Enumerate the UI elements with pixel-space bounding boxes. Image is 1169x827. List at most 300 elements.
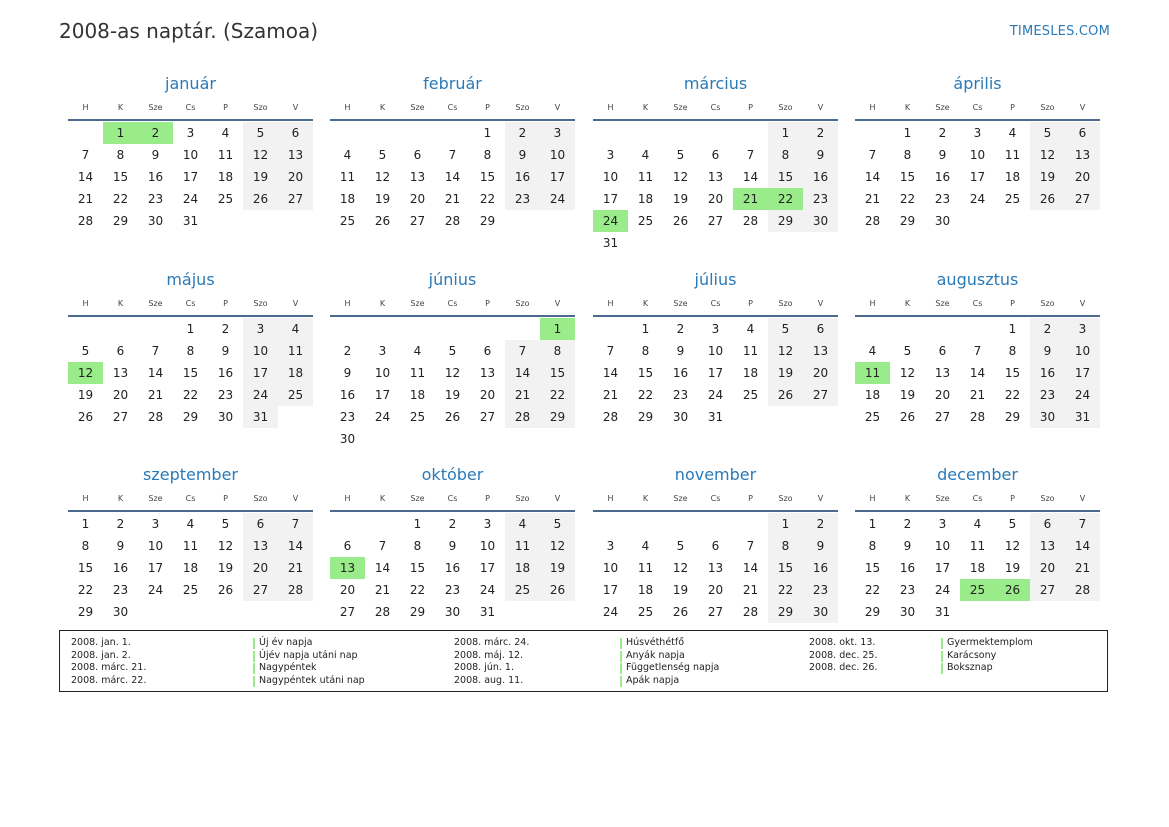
day-cell: 7 [505, 340, 540, 362]
day-cell: 12 [899, 366, 916, 380]
weekday-label: P [748, 494, 753, 503]
day-cell: 12 [1004, 539, 1021, 553]
day-cell: 11 [742, 344, 759, 358]
day-cell: 11 [217, 148, 234, 162]
day-cell: 26 [444, 410, 461, 424]
holiday-day-cell: 21 [733, 188, 768, 210]
legend-holiday-name: Apák napja [620, 675, 679, 686]
day-cell: 13 [479, 366, 496, 380]
day-cell: 29 [540, 406, 575, 428]
weekday-label: P [223, 299, 228, 308]
weekday-label: K [379, 494, 386, 503]
weekday-label: P [1010, 103, 1015, 112]
day-cell: 1 [483, 126, 492, 140]
day-cell: 10 [374, 366, 391, 380]
day-cell: 22 [540, 384, 575, 406]
day-cell: 13 [707, 561, 724, 575]
day-cell: 2 [676, 322, 685, 336]
day-cell: 29 [112, 214, 129, 228]
day-cell: 7 [151, 344, 160, 358]
holiday-legend [59, 630, 1108, 692]
day-cell: 22 [899, 192, 916, 206]
day-cell: 4 [505, 513, 540, 535]
weekday-label: P [748, 299, 753, 308]
day-cell: 8 [768, 144, 803, 166]
day-cell: 27 [1065, 188, 1100, 210]
weekday-label: Sze [410, 494, 425, 503]
day-cell: 1 [903, 126, 912, 140]
day-cell: 3 [938, 517, 947, 531]
legend-marker [253, 676, 255, 687]
day-cell: 22 [637, 388, 654, 402]
weekday-header [330, 299, 575, 313]
weekday-label: Sze [935, 494, 950, 503]
day-cell: 25 [1004, 192, 1021, 206]
day-cell: 19 [768, 362, 803, 384]
day-cell: 16 [112, 561, 129, 575]
weekday-label: Cs [447, 494, 458, 503]
day-cell: 14 [742, 561, 759, 575]
day-cell: 9 [448, 539, 457, 553]
day-cell: 6 [1065, 122, 1100, 144]
day-cell: 27 [934, 410, 951, 424]
day-cell: 28 [444, 214, 461, 228]
month-name: június [428, 270, 477, 289]
day-cell: 8 [641, 344, 650, 358]
weekday-header [68, 299, 313, 313]
day-cell: 8 [1008, 344, 1017, 358]
day-cell: 30 [803, 210, 838, 232]
day-cell: 5 [768, 318, 803, 340]
day-cell: 3 [151, 517, 160, 531]
legend-marker [941, 651, 943, 662]
day-cell: 19 [374, 192, 391, 206]
day-cell: 6 [803, 318, 838, 340]
day-cell: 27 [409, 214, 426, 228]
day-cell: 3 [1065, 318, 1100, 340]
day-cell: 15 [899, 170, 916, 184]
holiday-day-cell: 11 [855, 362, 890, 384]
day-cell: 3 [243, 318, 278, 340]
month-divider [68, 315, 313, 317]
day-cell: 6 [278, 122, 313, 144]
weekday-label: Szo [253, 103, 268, 112]
weekday-label: Szo [1040, 103, 1055, 112]
day-cell: 27 [479, 410, 496, 424]
day-cell: 17 [602, 192, 619, 206]
month-divider [593, 315, 838, 317]
weekday-label: Szo [1040, 299, 1055, 308]
day-cell: 24 [969, 192, 986, 206]
day-cell: 19 [672, 583, 689, 597]
day-cell: 20 [1030, 557, 1065, 579]
day-cell: 20 [707, 192, 724, 206]
day-cell: 31 [934, 605, 951, 619]
day-cell: 17 [969, 170, 986, 184]
legend-date: 2008. jan. 2. [71, 649, 131, 661]
day-cell: 2 [116, 517, 125, 531]
day-cell: 13 [707, 170, 724, 184]
day-cell: 19 [77, 388, 94, 402]
month-divider [593, 119, 838, 121]
day-cell: 18 [742, 366, 759, 380]
day-cell: 30 [803, 601, 838, 623]
legend-marker [620, 651, 622, 662]
weekday-header [330, 494, 575, 508]
day-cell: 1 [1008, 322, 1017, 336]
day-cell: 21 [602, 388, 619, 402]
day-cell: 24 [934, 583, 951, 597]
weekday-label: H [344, 299, 351, 308]
weekday-label: V [292, 103, 299, 112]
day-cell: 28 [147, 410, 164, 424]
day-cell: 20 [707, 583, 724, 597]
day-cell: 12 [243, 144, 278, 166]
day-cell: 29 [1004, 410, 1021, 424]
legend-holiday-name: Új év napja [253, 637, 312, 648]
day-cell: 17 [374, 388, 391, 402]
holiday-day-cell: 25 [960, 579, 995, 601]
weekday-label: K [642, 494, 649, 503]
day-cell: 26 [1030, 188, 1065, 210]
day-cell: 19 [672, 192, 689, 206]
day-cell: 4 [278, 318, 313, 340]
day-cell: 6 [243, 513, 278, 535]
month-name: október [421, 465, 484, 484]
day-cell: 3 [483, 517, 492, 531]
day-cell: 14 [742, 170, 759, 184]
day-cell: 6 [711, 148, 720, 162]
legend-marker [941, 663, 943, 674]
weekday-label: K [379, 103, 386, 112]
legend-holiday-name: Karácsony [941, 650, 996, 661]
weekday-label: Sze [410, 299, 425, 308]
weekday-label: Szo [515, 299, 530, 308]
day-cell: 10 [182, 148, 199, 162]
day-cell: 4 [343, 148, 352, 162]
legend-holiday-name: Gyermektemplom [941, 637, 1033, 648]
day-cell: 16 [505, 166, 540, 188]
day-cell: 6 [483, 344, 492, 358]
day-cell: 23 [899, 583, 916, 597]
day-cell: 9 [803, 144, 838, 166]
day-cell: 2 [1030, 318, 1065, 340]
month-divider [68, 119, 313, 121]
day-cell: 19 [243, 166, 278, 188]
legend-date: 2008. márc. 24. [454, 637, 530, 648]
day-cell: 8 [540, 340, 575, 362]
day-cell: 18 [969, 561, 986, 575]
weekday-label: Sze [148, 299, 163, 308]
day-cell: 2 [938, 126, 947, 140]
day-cell: 2 [903, 517, 912, 531]
day-cell: 17 [540, 166, 575, 188]
day-cell: 21 [444, 192, 461, 206]
day-cell: 24 [1065, 384, 1100, 406]
day-cell: 30 [217, 410, 234, 424]
day-cell: 7 [278, 513, 313, 535]
weekday-label: P [223, 494, 228, 503]
day-cell: 15 [768, 166, 803, 188]
weekday-label: V [817, 494, 824, 503]
day-cell: 14 [374, 561, 391, 575]
day-cell: 13 [1030, 535, 1065, 557]
day-cell: 26 [374, 214, 391, 228]
weekday-label: K [117, 103, 124, 112]
legend-marker [253, 638, 255, 649]
month-divider [855, 315, 1100, 317]
day-cell: 12 [444, 366, 461, 380]
day-cell: 27 [1030, 579, 1065, 601]
weekday-label: Szo [778, 299, 793, 308]
day-cell: 4 [641, 148, 650, 162]
day-cell: 5 [676, 148, 685, 162]
day-cell: 4 [641, 539, 650, 553]
legend-holiday-name: Anyák napja [620, 650, 685, 661]
day-cell: 12 [672, 170, 689, 184]
day-cell: 14 [864, 170, 881, 184]
day-cell: 4 [746, 322, 755, 336]
weekday-label: Sze [148, 494, 163, 503]
weekday-label: Cs [447, 299, 458, 308]
weekday-label: Cs [972, 494, 983, 503]
day-cell: 18 [637, 192, 654, 206]
day-cell: 27 [243, 579, 278, 601]
weekday-label: H [344, 103, 351, 112]
day-cell: 2 [343, 344, 352, 358]
legend-date: 2008. jún. 1. [454, 662, 515, 673]
weekday-label: P [748, 103, 753, 112]
day-cell: 11 [505, 535, 540, 557]
weekday-label: Cs [972, 299, 983, 308]
weekday-label: K [904, 494, 911, 503]
day-cell: 13 [278, 144, 313, 166]
weekday-header [855, 103, 1100, 117]
day-cell: 4 [973, 517, 982, 531]
weekday-header [330, 103, 575, 117]
weekday-label: P [485, 103, 490, 112]
day-cell: 15 [637, 366, 654, 380]
day-cell: 16 [803, 557, 838, 579]
month-name: március [683, 74, 748, 93]
day-cell: 4 [186, 517, 195, 531]
day-cell: 18 [1004, 170, 1021, 184]
day-cell: 24 [540, 188, 575, 210]
day-cell: 20 [112, 388, 129, 402]
legend-date: 2008. okt. 13. [809, 637, 876, 648]
day-cell: 22 [864, 583, 881, 597]
day-cell: 26 [77, 410, 94, 424]
legend-marker [620, 676, 622, 687]
day-cell: 31 [602, 236, 619, 250]
day-cell: 18 [182, 561, 199, 575]
day-cell: 22 [479, 192, 496, 206]
day-cell: 30 [147, 214, 164, 228]
day-cell: 15 [112, 170, 129, 184]
day-cell: 11 [278, 340, 313, 362]
day-cell: 8 [186, 344, 195, 358]
day-cell: 23 [147, 192, 164, 206]
holiday-day-cell: 1 [540, 318, 575, 340]
day-cell: 7 [973, 344, 982, 358]
day-cell: 13 [1065, 144, 1100, 166]
day-cell: 20 [278, 166, 313, 188]
day-cell: 5 [676, 539, 685, 553]
day-cell: 23 [112, 583, 129, 597]
weekday-label: P [485, 299, 490, 308]
day-cell: 6 [938, 344, 947, 358]
day-cell: 12 [672, 561, 689, 575]
weekday-label: V [292, 299, 299, 308]
weekday-label: H [869, 103, 876, 112]
weekday-label: H [82, 299, 89, 308]
day-cell: 16 [147, 170, 164, 184]
day-cell: 18 [339, 192, 356, 206]
day-cell: 10 [540, 144, 575, 166]
day-cell: 21 [77, 192, 94, 206]
weekday-label: V [817, 299, 824, 308]
day-cell: 20 [934, 388, 951, 402]
weekday-label: Cs [710, 494, 721, 503]
day-cell: 28 [278, 579, 313, 601]
holiday-day-cell: 22 [768, 188, 803, 210]
weekday-label: V [554, 299, 561, 308]
day-cell: 19 [1004, 561, 1021, 575]
day-cell: 8 [116, 148, 125, 162]
day-cell: 23 [217, 388, 234, 402]
day-cell: 14 [969, 366, 986, 380]
month-divider [330, 315, 575, 317]
day-cell: 27 [112, 410, 129, 424]
weekday-label: V [554, 103, 561, 112]
day-cell: 4 [413, 344, 422, 358]
day-cell: 10 [934, 539, 951, 553]
month-name: november [674, 465, 757, 484]
day-cell: 21 [742, 583, 759, 597]
day-cell: 20 [339, 583, 356, 597]
day-cell: 7 [606, 344, 615, 358]
legend-date: 2008. dec. 26. [809, 662, 878, 673]
day-cell: 28 [742, 214, 759, 228]
day-cell: 17 [707, 366, 724, 380]
day-cell: 31 [1065, 406, 1100, 428]
day-cell: 28 [1065, 579, 1100, 601]
weekday-label: Cs [710, 103, 721, 112]
day-cell: 29 [899, 214, 916, 228]
day-cell: 7 [746, 148, 755, 162]
day-cell: 11 [182, 539, 199, 553]
day-cell: 20 [409, 192, 426, 206]
day-cell: 31 [479, 605, 496, 619]
day-cell: 23 [339, 410, 356, 424]
weekday-label: Cs [185, 494, 196, 503]
day-cell: 24 [182, 192, 199, 206]
day-cell: 28 [77, 214, 94, 228]
day-cell: 4 [1008, 126, 1017, 140]
day-cell: 19 [217, 561, 234, 575]
day-cell: 18 [409, 388, 426, 402]
legend-holiday-name: Nagypéntek [253, 662, 317, 673]
day-cell: 5 [81, 344, 90, 358]
legend-date: 2008. márc. 21. [71, 662, 147, 673]
day-cell: 17 [934, 561, 951, 575]
holiday-day-cell: 13 [330, 557, 365, 579]
day-cell: 20 [479, 388, 496, 402]
day-cell: 19 [899, 388, 916, 402]
brand-link[interactable]: TIMESLES.COM [1009, 24, 1110, 39]
day-cell: 10 [1065, 340, 1100, 362]
weekday-label: P [1010, 494, 1015, 503]
day-cell: 20 [1065, 166, 1100, 188]
day-cell: 31 [707, 410, 724, 424]
day-cell: 26 [672, 214, 689, 228]
weekday-label: V [554, 494, 561, 503]
month-name: július [694, 270, 737, 289]
day-cell: 29 [637, 410, 654, 424]
legend-marker [620, 663, 622, 674]
weekday-header [593, 103, 838, 117]
weekday-header [593, 299, 838, 313]
day-cell: 2 [803, 122, 838, 144]
day-cell: 27 [278, 188, 313, 210]
day-cell: 17 [147, 561, 164, 575]
day-cell: 30 [899, 605, 916, 619]
day-cell: 25 [278, 384, 313, 406]
day-cell: 9 [1030, 340, 1065, 362]
day-cell: 15 [77, 561, 94, 575]
day-cell: 3 [606, 539, 615, 553]
weekday-header [855, 494, 1100, 508]
day-cell: 16 [217, 366, 234, 380]
day-cell: 22 [77, 583, 94, 597]
weekday-label: K [642, 103, 649, 112]
day-cell: 17 [243, 362, 278, 384]
weekday-label: Cs [185, 103, 196, 112]
weekday-header [68, 103, 313, 117]
weekday-label: Sze [410, 103, 425, 112]
weekday-label: H [607, 299, 614, 308]
weekday-label: V [1079, 103, 1086, 112]
day-cell: 5 [221, 517, 230, 531]
day-cell: 29 [479, 214, 496, 228]
day-cell: 1 [868, 517, 877, 531]
weekday-label: H [607, 103, 614, 112]
day-cell: 6 [1030, 513, 1065, 535]
day-cell: 4 [868, 344, 877, 358]
day-cell: 15 [540, 362, 575, 384]
day-cell: 11 [1004, 148, 1021, 162]
day-cell: 10 [243, 340, 278, 362]
day-cell: 5 [903, 344, 912, 358]
holiday-day-cell: 12 [68, 362, 103, 384]
day-cell: 18 [505, 557, 540, 579]
weekday-label: V [1079, 494, 1086, 503]
weekday-label: Cs [447, 103, 458, 112]
weekday-label: K [117, 494, 124, 503]
month-divider [855, 119, 1100, 121]
day-cell: 26 [768, 384, 803, 406]
legend-date: 2008. aug. 11. [454, 674, 524, 686]
day-cell: 17 [479, 561, 496, 575]
day-cell: 27 [707, 214, 724, 228]
day-cell: 25 [409, 410, 426, 424]
day-cell: 21 [1065, 557, 1100, 579]
day-cell: 3 [973, 126, 982, 140]
day-cell: 13 [934, 366, 951, 380]
day-cell: 1 [768, 513, 803, 535]
day-cell: 10 [969, 148, 986, 162]
day-cell: 29 [768, 601, 803, 623]
